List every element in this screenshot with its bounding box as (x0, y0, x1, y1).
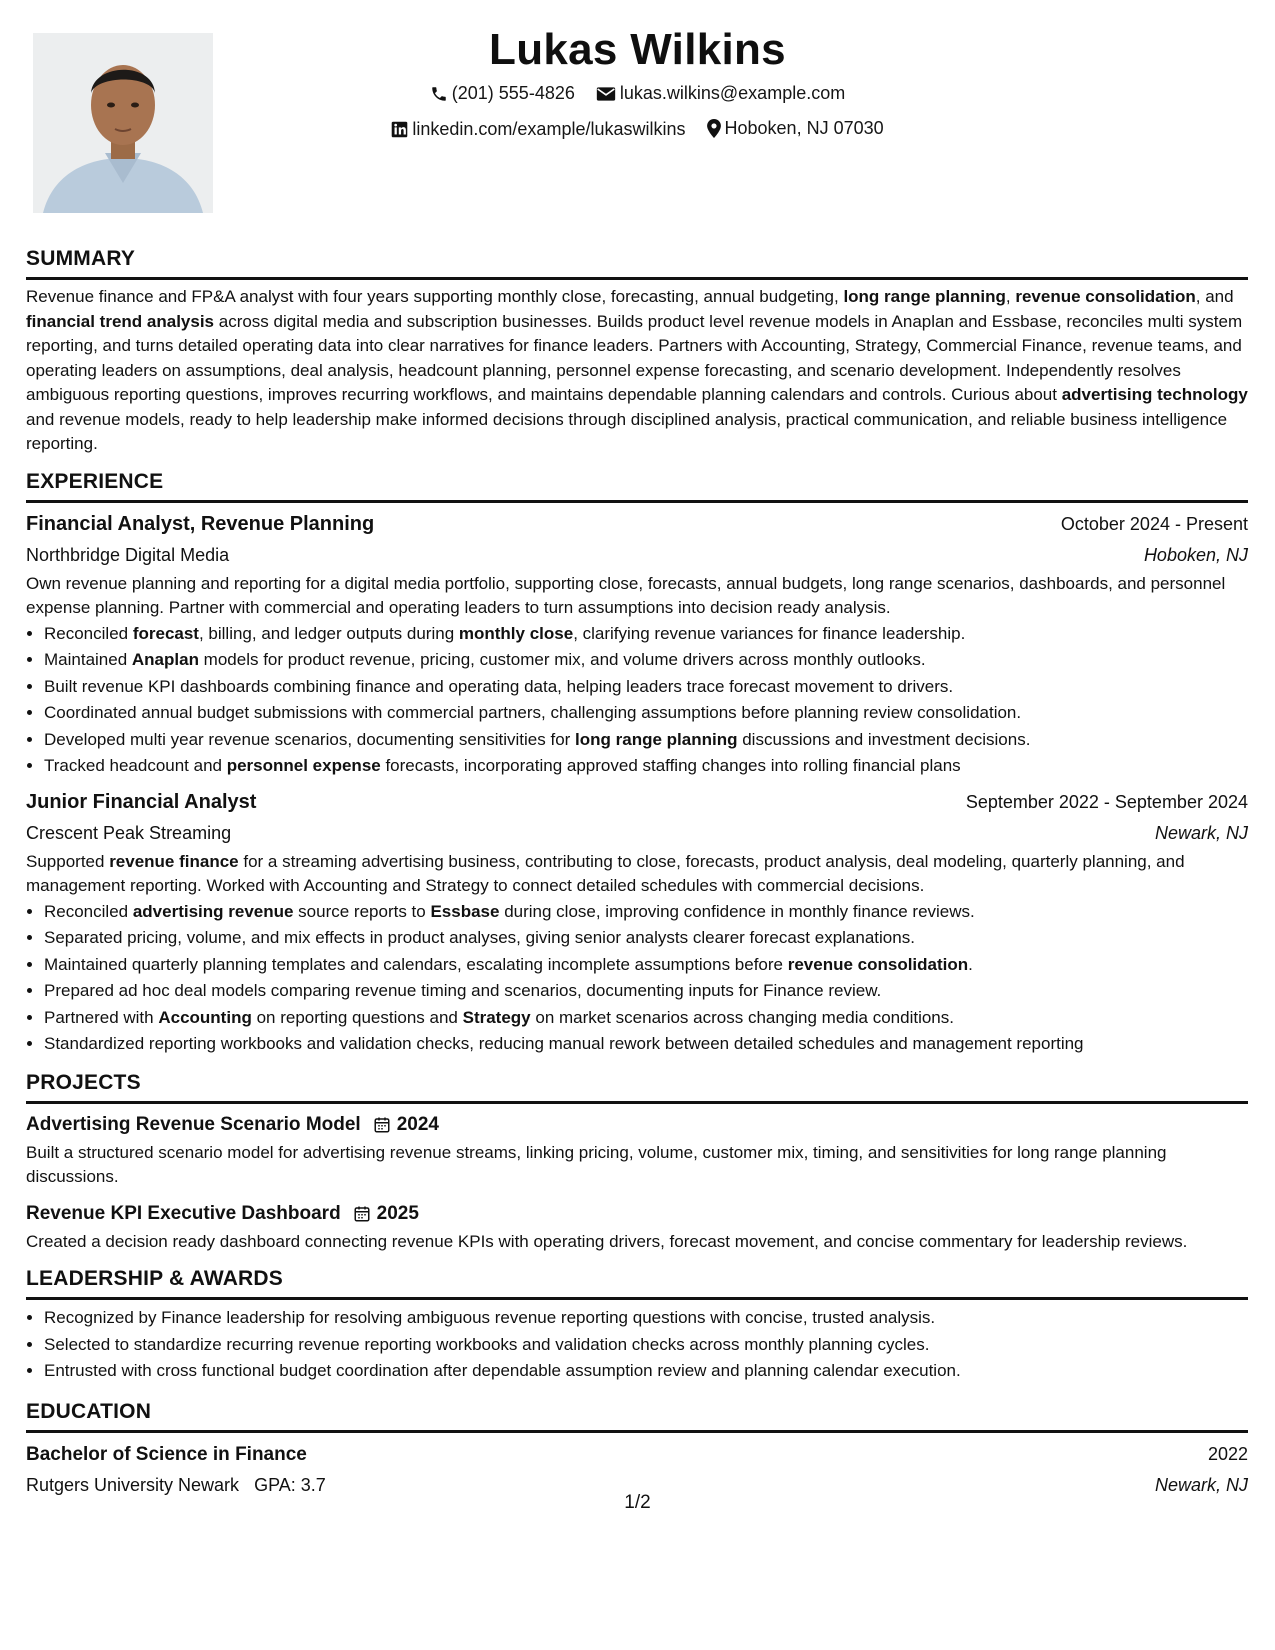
project-description: Created a decision ready dashboard connecting revenue KPIs with operating drivers, forecast movement, and concise commentary for leadership reviews. (26, 1231, 1188, 1251)
email-icon (596, 85, 616, 103)
job-entry-1 (26, 508, 1248, 780)
resume-header (0, 22, 1275, 148)
education-section (26, 1397, 1248, 1500)
list-item: • Prepared ad hoc deal models comparing revenue timing and scenarios, documenting inputs for Finance review. (44, 978, 1248, 1005)
list-item: • Maintained quarterly planning templates and calendars, escalating incomplete assumptions before revenue consolidation. (44, 952, 1248, 979)
leadership-heading: LEADERSHIP & AWARDS (26, 1267, 283, 1290)
contact-line-2 (0, 113, 1275, 148)
leadership-list (26, 1305, 1248, 1385)
projects-heading: PROJECTS (26, 1070, 141, 1094)
company-name: Crescent Peak Streaming (26, 822, 232, 843)
section-divider (26, 277, 1248, 280)
job-description: Own revenue planning and reporting for a digital media portfolio, supporting close, forecasts, annual budgets, long range scenarios, dashboards, and personnel expense planning. Partner with commercial and operating leaders to turn assumptions into decision ready analysis. (26, 573, 1226, 617)
list-item: • Reconciled forecast, billing, and ledger outputs during monthly close, clarifying revenue variances for finance leadership. (44, 621, 1248, 648)
candidate-name: Lukas Wilkins (489, 25, 786, 74)
linkedin-contact[interactable] (391, 114, 685, 145)
phone-text: (201) 555-4826 (451, 83, 575, 103)
job-location: Hoboken, NJ (1143, 544, 1248, 565)
leadership-section (26, 1264, 1248, 1385)
list-item: • Developed multi year revenue scenarios, documenting sensitivities for long range planning discussions and investment decisions. (44, 727, 1248, 754)
list-item: • Maintained Anaplan models for product revenue, pricing, customer mix, and volume drivers across monthly outlooks. (44, 647, 1248, 674)
job-dates: September 2022 - September 2024 (965, 791, 1248, 812)
education-heading: EDUCATION (26, 1399, 152, 1423)
project-year: 2025 (376, 1202, 419, 1224)
calendar-icon (353, 1205, 371, 1223)
calendar-icon (373, 1116, 391, 1134)
summary-text: Revenue finance and FP&A analyst with four years supporting monthly close, forecasting, annual budgeting, long range planning, revenue consolidation, and financial trend analysis across digital media and subscription businesses. Builds product level revenue models in Anaplan and Essbase, reconciles multi system reporting, and turns detailed operating data into clear narratives for finance leaders. Partners with Accounting, Strategy, Commercial Finance, revenue teams, and operating leaders on assumptions, deal analysis, headcount planning, personnel expense forecasting, and scenario development. Independently resolves ambiguous reporting questions, improves recurring workflows, and maintains dependable planning calendars and controls. Curious about advertising technology and revenue models, ready to help leadership make informed decisions through disciplined analysis, practical communication, and reliable business intelligence reporting. (26, 287, 1248, 453)
list-item: • Tracked headcount and personnel expense forecasts, incorporating approved staffing changes into rolling financial plans (44, 753, 1248, 780)
project-entry-2 (26, 1198, 1248, 1255)
phone-contact[interactable] (430, 78, 575, 109)
section-divider (26, 1101, 1248, 1104)
experience-heading: EXPERIENCE (26, 469, 164, 493)
job-description: Supported revenue finance for a streaming advertising business, contributing to close, forecasts, product analysis, deal modeling, quarterly planning, and management reporting. Worked with Accounting and Strategy to connect detailed schedules with commercial decisions. (26, 851, 1185, 895)
phone-icon (430, 85, 448, 103)
experience-section (26, 467, 1248, 1058)
school-location: Newark, NJ (1154, 1474, 1248, 1495)
list-item: • Selected to standardize recurring revenue reporting workbooks and validation checks across monthly planning cycles. (44, 1332, 1248, 1359)
list-item: • Built revenue KPI dashboards combining finance and operating data, helping leaders trace forecast movement to drivers. (44, 674, 1248, 701)
project-year: 2024 (396, 1113, 439, 1135)
list-item: • Coordinated annual budget submissions with commercial partners, challenging assumptions before planning review consolidation. (44, 700, 1248, 727)
project-entry-1 (26, 1109, 1248, 1190)
school-name: Rutgers University Newark (26, 1474, 240, 1495)
degree-name: Bachelor of Science in Finance (26, 1443, 307, 1465)
map-pin-icon (707, 119, 721, 138)
list-item: • Entrusted with cross functional budget coordination after dependable assumption review and planning calendar execution. (44, 1358, 1248, 1385)
resume-content (26, 244, 1248, 1500)
job-title: Junior Financial Analyst (26, 790, 257, 813)
linkedin-text: linkedin.com/example/lukaswilkins (412, 118, 686, 139)
project-description: Built a structured scenario model for advertising revenue streams, linking pricing, volume, customer mix, timing, and sensitivities for long range planning discussions. (26, 1142, 1167, 1186)
job-bullets (26, 899, 1248, 1058)
section-divider (26, 1430, 1248, 1433)
contact-line-1 (0, 78, 1275, 113)
job-title: Financial Analyst, Revenue Planning (26, 512, 375, 535)
section-divider (26, 500, 1248, 503)
list-item: • Partnered with Accounting on reporting questions and Strategy on market scenarios across changing media conditions. (44, 1005, 1248, 1032)
location-contact (707, 113, 884, 144)
job-entry-2 (26, 786, 1248, 1058)
list-item: • Recognized by Finance leadership for resolving ambiguous revenue reporting questions with concise, trusted analysis. (44, 1305, 1248, 1332)
email-text: lukas.wilkins@example.com (619, 83, 846, 103)
company-name: Northbridge Digital Media (26, 544, 230, 565)
list-item: • Reconciled advertising revenue source reports to Essbase during close, improving confidence in monthly finance reviews. (44, 899, 1248, 926)
page-number: 1/2 (624, 1492, 651, 1513)
email-contact[interactable] (596, 78, 845, 109)
list-item: • Standardized reporting workbooks and validation checks, reducing manual rework between detailed schedules and management reporting (44, 1031, 1248, 1058)
summary-heading: SUMMARY (26, 247, 136, 270)
job-dates: October 2024 - Present (1060, 513, 1248, 534)
projects-section (26, 1068, 1248, 1255)
project-name: Advertising Revenue Scenario Model (26, 1113, 361, 1135)
linkedin-icon (391, 121, 408, 138)
list-item: • Separated pricing, volume, and mix effects in product analyses, giving senior analysts clearer forecast explanations. (44, 925, 1248, 952)
job-location: Newark, NJ (1154, 822, 1248, 843)
section-divider (26, 1297, 1248, 1300)
location-text: Hoboken, NJ 07030 (724, 117, 884, 138)
project-name: Revenue KPI Executive Dashboard (26, 1202, 341, 1224)
job-bullets (26, 621, 1248, 780)
gpa: GPA: 3.7 (254, 1474, 326, 1495)
summary-section (26, 244, 1248, 457)
graduation-year: 2022 (1207, 1443, 1248, 1464)
